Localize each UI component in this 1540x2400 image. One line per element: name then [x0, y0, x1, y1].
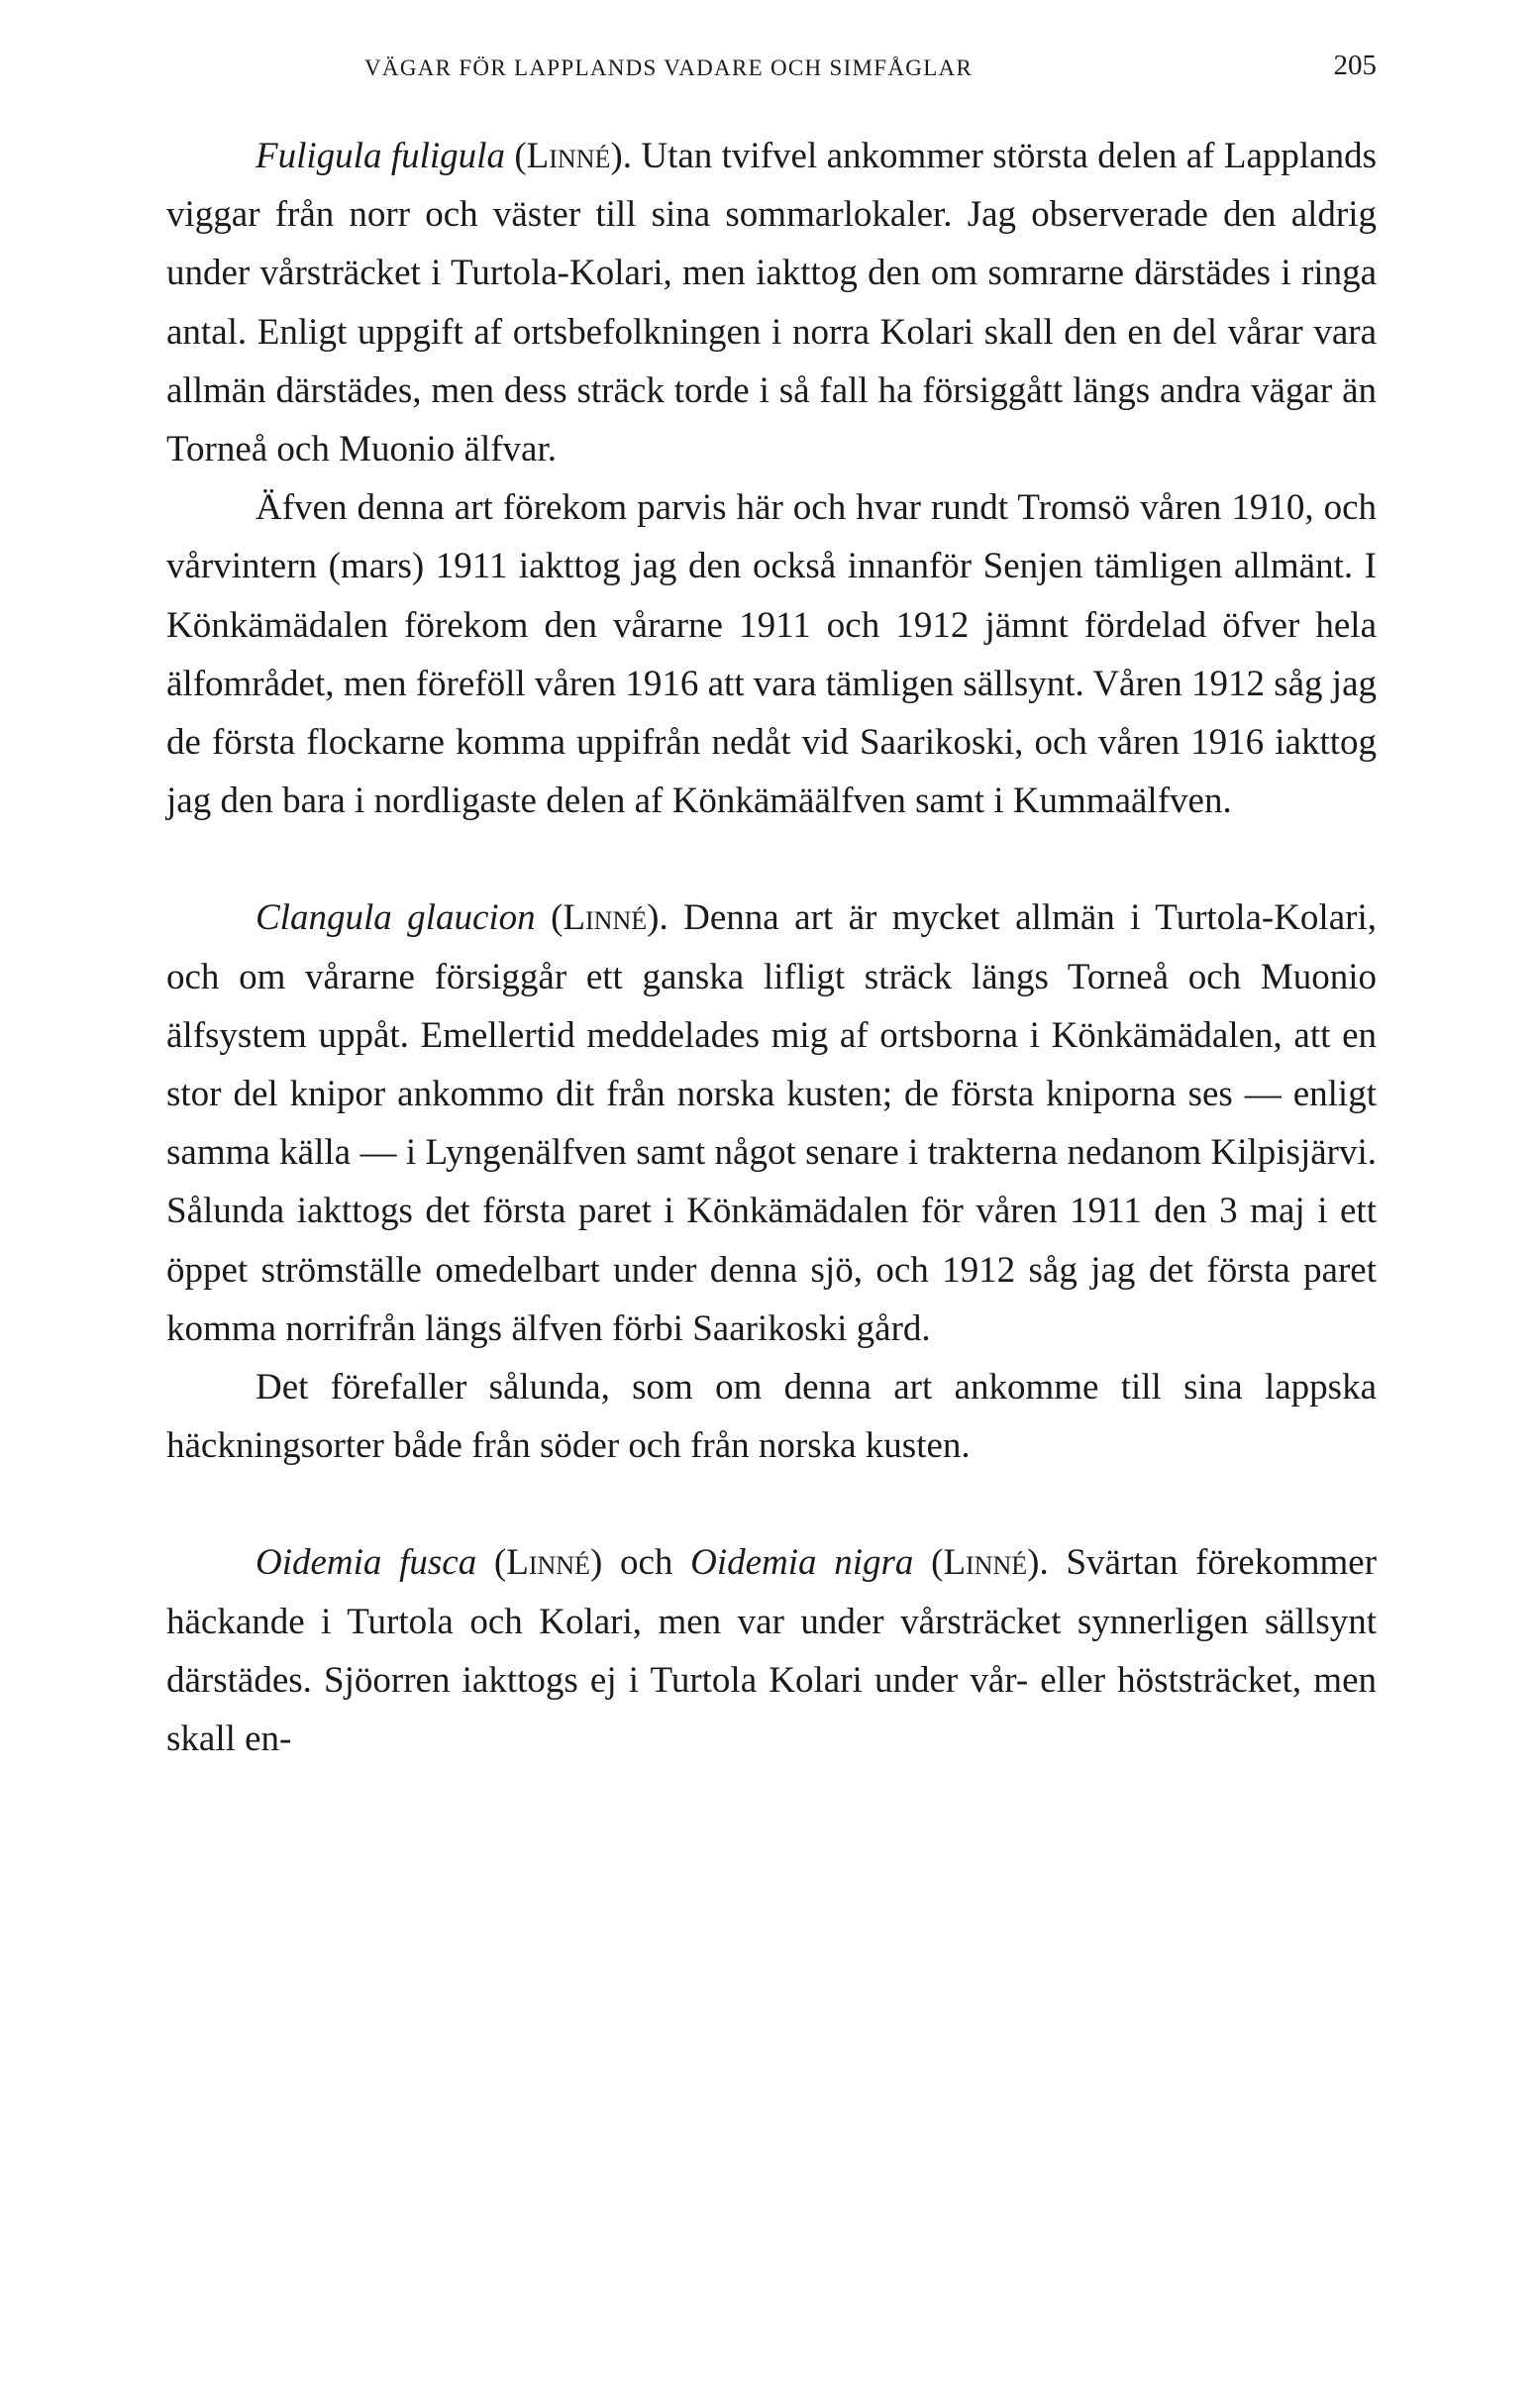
- species-entry-oidemia: Oidemia fusca (Linné) och Oidemia nigra (Linné). Svärtan förekommer häckande i Turtola och Kolari, men var under vårsträcket synnerligen sällsynt därstädes. Sjöorren iakttogs ej i Turtola Kolari under vår- eller höststräcket, men skall en-: [166, 1542, 1378, 1760]
- species-name: Clangula glaucion: [256, 897, 536, 939]
- book-page: [166, 48, 1377, 1768]
- species-entry-fuligula: Fuligula fuligula (Linné). Utan tvifvel ankommer största delen af Lapplands viggar från norr och väster till sina sommarlokaler. Jag observerade den aldrig under vårsträcket i Turtola-Kolari, men iakttog den om somrarne därstädes i ringa antal. Enligt uppgift af ortsbefolkningen i norra Kolari skall den en del vårar vara allmän därstädes, men dess sträck torde i så fall ha försiggått längs andra vägar än Torneå och Muonio älfvar.: [166, 136, 1378, 470]
- species-entry-clangula: Clangula glaucion (Linné). Denna art är mycket allmän i Turtola-Kolari, och om vårarne försiggår ett ganska lifligt sträck längs Torneå och Muonio älfsystem uppåt. Emellertid meddelades mig af ortsborna i Könkämädalen, att en stor del knipor ankommo dit från norska kusten; de första kniporna ses — enligt samma källa — i Lyngenälfven samt något senare i trakterna nedanom Kilpisjärvi. Sålunda iakttogs det första paret i Könkämädalen för våren 1911 den 3 maj i ett öppet strömställe omedelbart under denna sjö, och 1912 såg jag det första paret komma norrifrån längs älfven förbi Saarikoski gård.: [166, 897, 1377, 1349]
- section-gap: [166, 1475, 1377, 1533]
- entry-text: Svärtan förekommer häckande i Turtola och Kolari, men var under vårsträcket synnerligen sällsynt därstädes. Sjöorren iakttogs ej i Turtola Kolari under vår- eller höststräcket, men skall en-: [166, 1542, 1378, 1760]
- species-name: Oidemia fusca: [256, 1542, 477, 1584]
- author-name: Linné: [526, 136, 611, 176]
- page-number: 205: [1333, 50, 1377, 81]
- author-name: Linné: [943, 1542, 1028, 1584]
- species-name: Fuligula fuligula: [256, 136, 505, 176]
- running-title: VÄGAR FÖR LAPPLANDS VADARE OCH SIMFÅGLAR: [364, 55, 974, 80]
- section-gap: [166, 830, 1377, 888]
- entry-text: Utan tvifvel ankommer största delen af Lapplands viggar från norr och väster till sina sommarlokaler. Jag observerade den aldrig under vårsträcket i Turtola-Kolari, men iakttog den om somrarne därstädes i ringa antal. Enligt uppgift af ortsbefolkningen i norra Kolari skall den en del vårar vara allmän därstädes, men dess sträck torde i så fall ha försiggått längs andra vägar än Torneå och Muonio älfvar.: [166, 136, 1378, 470]
- connector-word: och: [619, 1542, 673, 1584]
- paragraph: Det förefaller sålunda, som om denna art ankomme till sina lappska häckningsorter både från söder och från norska kusten.: [166, 1367, 1377, 1467]
- running-head: [166, 48, 1377, 87]
- species-name: Oidemia nigra: [690, 1542, 914, 1584]
- paragraph: Äfven denna art förekom parvis här och hvar rundt Tromsö våren 1910, och vårvintern (mars) 1911 iakttog jag den också innanför Senjen tämligen allmänt. I Könkämädalen förekom den vårarne 1911 och 1912 jämnt fördelad öfver hela älfområdet, men föreföll våren 1916 att vara tämligen sällsynt. Våren 1912 såg jag de första flockarne komma uppifrån nedåt vid Saarikoski, och våren 1916 iakttog jag den bara i nordligaste delen af Könkämäälfven samt i Kummaälfven.: [166, 487, 1377, 822]
- author-name: Linné: [563, 897, 648, 939]
- entry-text: Denna art är mycket allmän i Turtola-Kolari, och om vårarne försiggår ett ganska lifligt sträck längs Torneå och Muonio älfsystem uppåt. Emellertid meddelades mig af ortsborna i Könkämädalen, att en stor del knipor ankommo dit från norska kusten; de första kniporna ses — enligt samma källa — i Lyngenälfven samt något senare i trakterna nedanom Kilpisjärvi. Sålunda iakttogs det första paret i Könkämädalen för våren 1911 den 3 maj i ett öppet strömställe omedelbart under denna sjö, och 1912 såg jag det första paret komma norrifrån längs älfven förbi Saarikoski gård.: [166, 897, 1377, 1349]
- author-name: Linné: [506, 1542, 590, 1584]
